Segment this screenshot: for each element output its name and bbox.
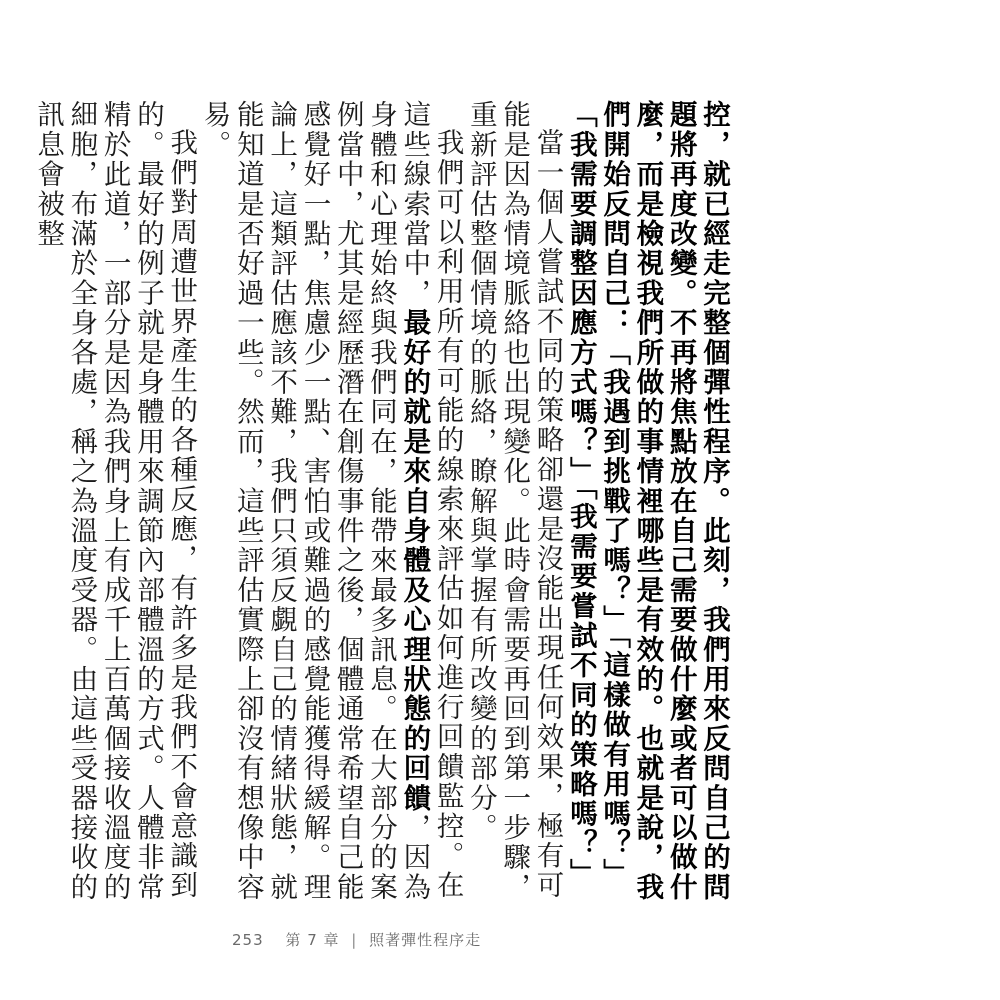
body-text: 當一個人嘗試不同的策略卻還是沒能出現任何效果，極有可能是因為情境脈絡也出現變化。此時會需要再回到第一步驟，重新評估整個情境的脈絡，瞭解與掌握有所改變的部分。	[464, 100, 564, 902]
emphasized-text: 我們開始反問自己：「我遇到挑戰了嗎？」「這樣做有用嗎？」「我需要調整因應方式嗎？」「我需要嘗試不同的策略嗎？」	[564, 100, 664, 902]
body-text: 我們對周遭世界產生的各種反應，有許多是我們不會意識到的。最好的例子就是身體用來調節內部體溫的方式。人體非常精於此道，一部分是因為我們身上有成千上百萬個接收溫度的細胞，布滿於全身各處，稱之為溫度受器。由這些受器接收的訊息會被整	[32, 100, 198, 902]
paragraph	[564, 100, 730, 908]
paragraph	[197, 100, 463, 908]
body-text: 我們可以利用所有可能的線索來評估如何進行回饋監控。在這些線索當中，	[398, 100, 464, 900]
emphasized-text: 最好的就是來自身體及心理狀態的回饋	[398, 307, 431, 813]
vertical-text-body	[32, 100, 730, 908]
footer-separator: |	[351, 931, 358, 949]
emphasized-text: 控，就已經走完整個彈性程序。此刻，我們用來反問自己的問題將再度改變。不再將焦點放在自己需要做什麼或者可以做什麼，而是檢視我們所做的事情裡哪些是有效的。也就是說，	[631, 100, 730, 902]
page-footer	[232, 929, 481, 950]
chapter-label: 第 7 章	[285, 931, 340, 949]
paragraph	[464, 100, 564, 908]
chapter-title: 照著彈性程序走	[369, 931, 482, 949]
paragraph	[31, 100, 197, 908]
page-number: 253	[232, 931, 264, 949]
body-text: ，因為身體和心理始終與我們同在，能帶來最多訊息。在大部分的案例當中，尤其是經歷潛在創傷事件之後，個體通常希望自己能感覺好一點，焦慮少一點、害怕或難過的感覺能獲得緩解。理論上，這類評估應該不難，我們只須反覷自己的情緒狀態，就能知道是否好過一些。然而，這些評估實際上卻沒有想像中容易。	[198, 100, 431, 902]
